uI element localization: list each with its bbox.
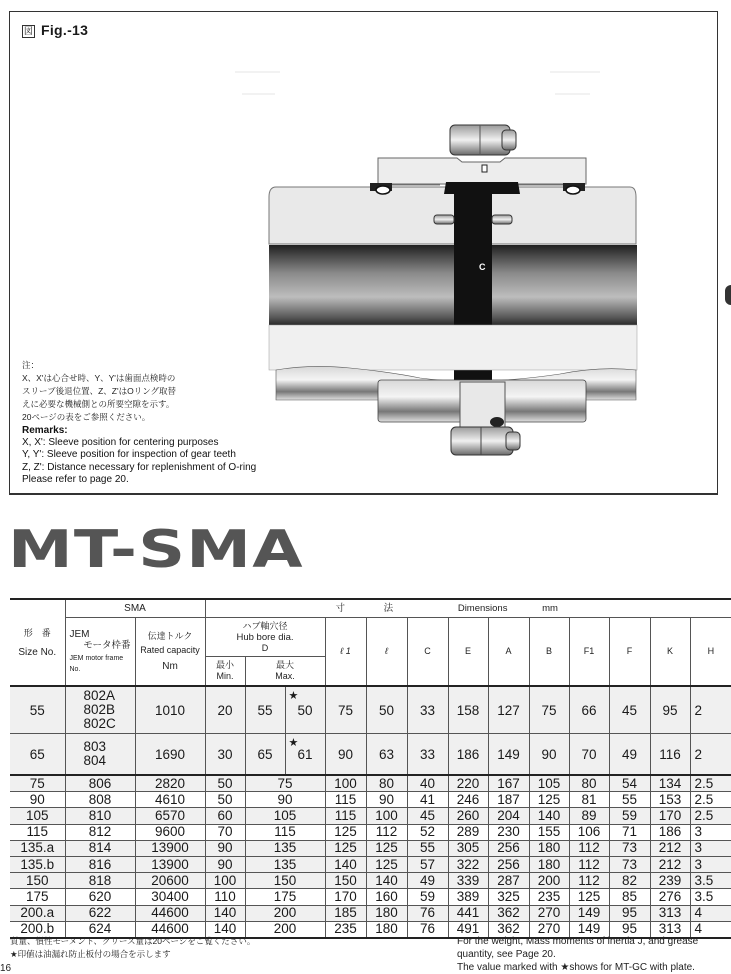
- header-e: E: [448, 618, 488, 687]
- table-row: 150 818 20600 100 150 150 140 49 339 287 200 112 82 239 3.5: [10, 873, 731, 889]
- footnotes-english: For the weight, Mass moments of inertia J, and grease quantity, see Page 20. The value marked with ★shows for MT-GC with plate.: [457, 936, 699, 973]
- table-row: 90 808 4610 50 90 115 90 41 246 187 125 81 55 153 2.5: [10, 792, 731, 808]
- header-a: A: [488, 618, 529, 687]
- header-c: C: [407, 618, 448, 687]
- header-rated-capacity: 伝達トルク Rated capacity Nm: [135, 618, 205, 687]
- figure-kanji-label: 図: [23, 26, 34, 36]
- dimensions-table: [10, 598, 731, 939]
- header-hub-bore: ハブ軸穴径 Hub bore dia. D: [205, 618, 325, 657]
- table-row: 105 810 6570 60 105 115 100 45 260 204 140 89 59 170 2.5: [10, 808, 731, 824]
- table-row: 135.a 814 13900 90 135 125 125 55 305 256 180 112 73 212 3: [10, 840, 731, 856]
- page-title: MT-SMA: [8, 520, 304, 580]
- starred-value-cell: ★ 61: [285, 734, 325, 776]
- header-max: 最大 Max.: [245, 657, 325, 687]
- header-h: H: [690, 618, 731, 687]
- figure-title: 図 Fig.-13: [23, 22, 89, 38]
- notes-japanese: 注： X、X'は心合せ時、Y、Y'は歯面点検時の スリーブ後退位置、Z、Z'はOリング取替 えに必要な機械側との所要空隙を示す。 20ページの表をご参照ください。: [22, 360, 177, 422]
- header-b: B: [529, 618, 569, 687]
- table-row: 175 620 30400 110 175 170 160 59 389 325 235 125 85 276 3.5: [10, 889, 731, 905]
- footnotes-japanese: 質量、慣性モーメント、グリース量は20ページをご覧ください。 ★印値は油漏れ防止板付の場合を示します: [10, 936, 256, 959]
- table-row: 115 812 9600 70 115 125 112 52 289 230 155 106 71 186 3: [10, 824, 731, 840]
- star-icon: ★: [288, 690, 299, 702]
- page-number: 16: [0, 963, 12, 974]
- header-min: 最小 Min.: [205, 657, 245, 687]
- header-dimensions: 寸 法 Dimensions mm: [205, 599, 731, 618]
- table-row: 200.a 622 44600 140 200 185 180 76 441 362 270 149 95 313 4: [10, 905, 731, 921]
- remarks-heading: Remarks:: [22, 425, 68, 436]
- header-jem: JEM モータ枠番 JEM motor frame No.: [65, 618, 135, 687]
- header-l1: ℓ 1: [325, 618, 366, 687]
- table-row: 200.b 624 44600 140 200 235 180 76 491 362 270 149 95 313 4: [10, 921, 731, 938]
- header-l: ℓ: [366, 618, 407, 687]
- header-k: K: [650, 618, 690, 687]
- figure-frame: [9, 11, 718, 495]
- table-row: 135.b 816 13900 90 135 140 125 57 322 256 180 112 73 212 3: [10, 856, 731, 872]
- header-size-no: 形 番 Size No.: [10, 599, 65, 686]
- center-label: C: [479, 262, 486, 272]
- header-sma: SMA: [65, 599, 205, 618]
- header-f: F: [609, 618, 650, 687]
- header-f1: F1: [569, 618, 609, 687]
- remarks-english: Remarks: X, X': Sleeve position for centering purposes Y, Y': Sleeve position for inspection of gear teeth Z, Z': Distance necessary for replenishment of O-ring Please refer to page 20.: [22, 425, 257, 485]
- page-edge-tab-marker: [725, 285, 731, 305]
- table-row: 65 803 804 1690 30 65 ★ 61 90 63 33 186 149 90 70 49 116 2: [10, 734, 731, 776]
- table-row: 55 802A 802B 802C 1010 20 55 ★ 50 75 50 33 158 127 75 66 45 95 2: [10, 686, 731, 734]
- table-row: 75 806 2820 50 75 100 80 40 220 167 105 80 54 134 2.5: [10, 775, 731, 792]
- starred-value-cell: ★ 50: [285, 686, 325, 734]
- star-icon: ★: [288, 737, 299, 749]
